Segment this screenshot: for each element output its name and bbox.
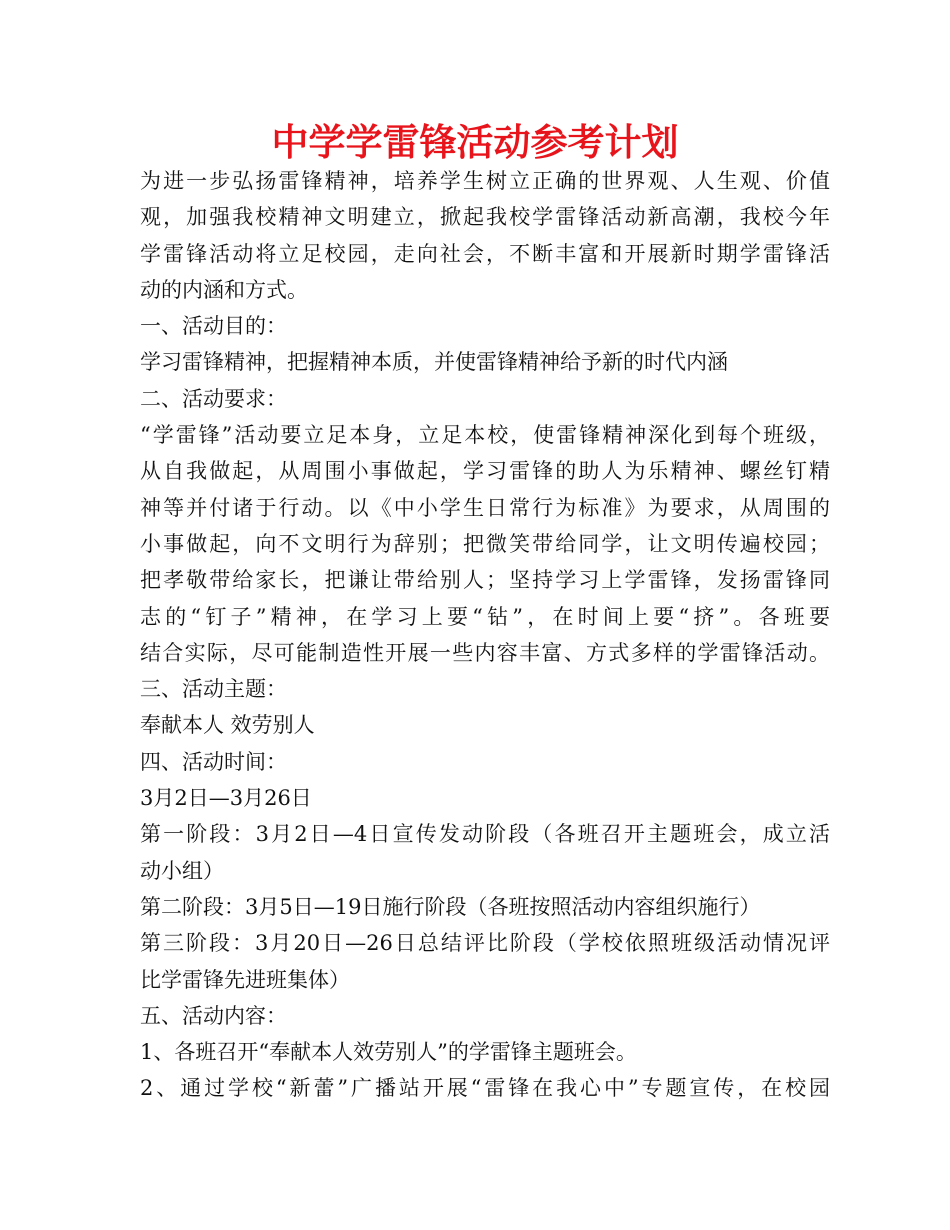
paragraph-line: 3月2日—3月26日 [140,786,312,811]
paragraph-line: 奉献本人 效劳别人 [140,713,315,738]
paragraph-line: 一、活动目的： [140,314,287,339]
paragraph-line: 神等并付诸于行动。以《中小学生日常行为标准》为要求，从周围的 [140,495,830,520]
paragraph-line: 1、各班召开“奉献本人效劳别人”的学雷锋主题班会。 [140,1040,637,1065]
paragraph-line: “学雷锋”活动要立足本身，立足本校，使雷锋精神深化到每个班级， [140,423,830,448]
paragraph-line: 第三阶段：3月20日—26日总结评比阶段（学校依照班级活动情况评 [140,931,830,956]
paragraph-line: 学雷锋活动将立足校园，走向社会，不断丰富和开展新时期学雷锋活 [140,241,830,266]
paragraph-line: 为进一步弘扬雷锋精神，培养学生树立正确的世界观、人生观、价值 [140,169,830,193]
paragraph-line: 第二阶段：3月5日—19日施行阶段（各班按照活动内容组织施行） [140,894,761,919]
paragraph-line: 动的内涵和方式。 [140,277,308,302]
paragraph-line: 志的“钉子”精神，在学习上要“钻”，在时间上要“挤”。各班要 [140,604,830,629]
paragraph-line: 2、通过学校“新蕾”广播站开展“雷锋在我心中”专题宣传，在校园 [140,1076,830,1101]
paragraph-line: 学习雷锋精神，把握精神本质，并使雷锋精神给予新的时代内涵 [140,350,728,375]
document-title: 中学学雷锋活动参考计划 [271,121,679,164]
document-body [140,163,830,1107]
paragraph-line: 观，加强我校精神文明建立，掀起我校学雷锋活动新高潮，我校今年 [140,205,830,230]
paragraph-line: 小事做起，向不文明行为辞别；把微笑带给同学，让文明传遍校园； [140,531,830,556]
paragraph-line: 动小组） [140,858,224,883]
paragraph-line: 比学雷锋先进班集体） [140,967,350,992]
paragraph-line: 结合实际，尽可能制造性开展一些内容丰富、方式多样的学雷锋活动。 [140,640,830,665]
paragraph-line: 五、活动内容： [140,1003,287,1028]
paragraph-line: 二、活动要求： [140,386,287,411]
paragraph-line: 把孝敬带给家长，把谦让带给别人；坚持学习上学雷锋，发扬雷锋同 [140,568,830,593]
paragraph-line: 四、活动时间： [140,749,287,774]
paragraph-line: 从自我做起，从周围小事做起，学习雷锋的助人为乐精神、螺丝钉精 [140,459,830,484]
paragraph-line: 第一阶段：3月2日—4日宣传发动阶段（各班召开主题班会，成立活 [140,822,830,847]
paragraph-line: 三、活动主题： [140,677,287,702]
